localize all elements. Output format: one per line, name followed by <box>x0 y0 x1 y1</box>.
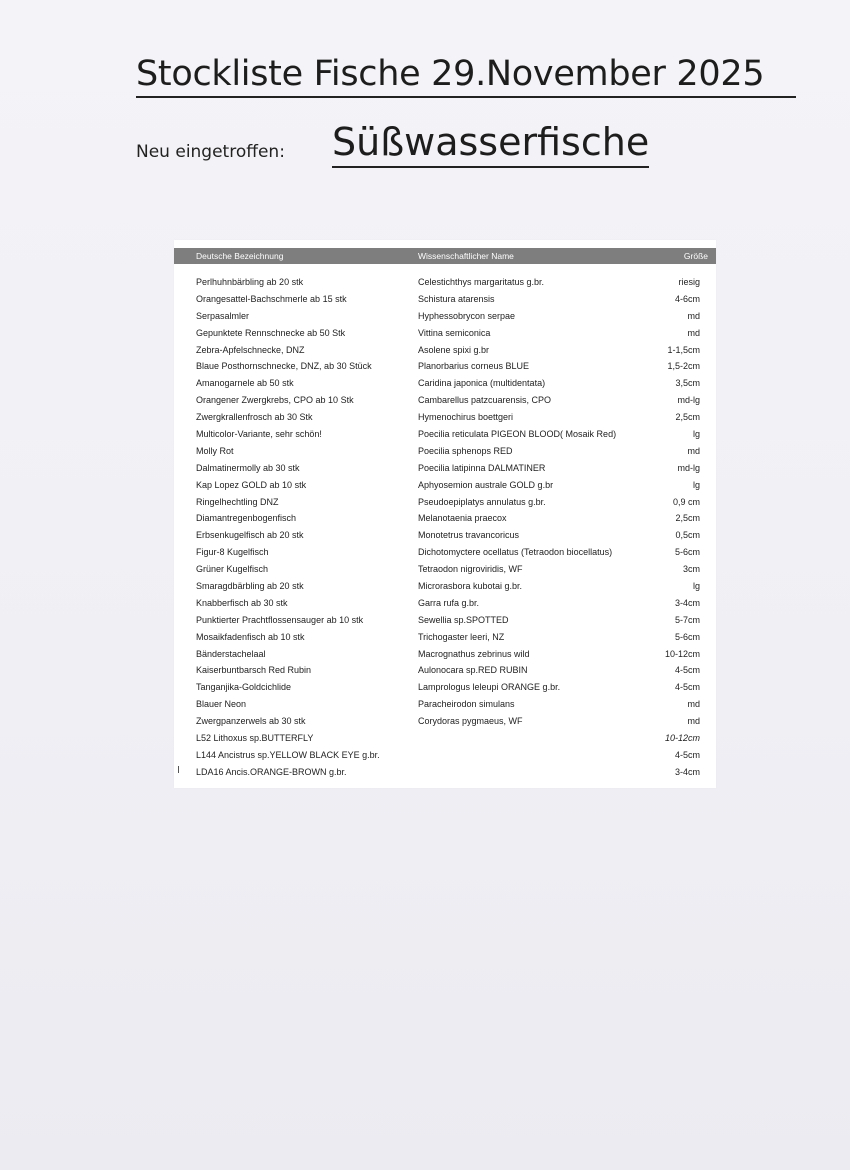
cell-size: 3-4cm <box>674 766 700 777</box>
cell-scientific-name: Microrasbora kubotai g.br. <box>418 581 523 592</box>
table-row <box>174 358 716 375</box>
cell-scientific-name: Macrognathus zebrinus wild <box>418 648 530 659</box>
cell-size: md <box>687 716 700 727</box>
cell-german-name: Kap Lopez GOLD ab 10 stk <box>196 479 307 490</box>
cell-scientific-name: Lamprologus leleupi ORANGE g.br. <box>418 682 561 693</box>
table-row <box>174 578 716 595</box>
table-row <box>174 612 716 629</box>
cell-german-name: Zwergpanzerwels ab 30 stk <box>196 716 306 727</box>
cell-german-name: Diamantregenbogenfisch <box>196 513 297 524</box>
table-row <box>174 494 716 511</box>
table-row <box>174 392 716 409</box>
cell-size: md <box>687 445 700 456</box>
cell-scientific-name: Trichogaster leeri, NZ <box>418 631 505 642</box>
table-row <box>174 308 716 325</box>
cell-german-name: Bänderstachelaal <box>196 648 266 659</box>
cell-size: 4-5cm <box>674 665 700 676</box>
table-body <box>174 274 716 781</box>
cell-size: md <box>687 310 700 321</box>
stock-table-sheet <box>174 240 716 788</box>
cell-german-name: Blauer Neon <box>196 699 247 710</box>
cell-german-name: LDA16 Ancis.ORANGE-BROWN g.br. <box>196 766 347 777</box>
cell-german-name: Figur-8 Kugelfisch <box>196 547 269 558</box>
cell-size: 2,5cm <box>675 412 700 423</box>
cell-german-name: Zwergkrallenfrosch ab 30 Stk <box>196 412 313 423</box>
cell-german-name: Ringelhechtling DNZ <box>196 496 279 507</box>
cell-german-name: Orangener Zwergkrebs, CPO ab 10 Stk <box>196 395 354 406</box>
cell-size: 5-7cm <box>674 614 700 625</box>
cell-german-name: Punktierter Prachtflossensauger ab 10 stk <box>196 614 364 625</box>
cell-scientific-name: Sewellia sp.SPOTTED <box>418 614 509 625</box>
cell-scientific-name: Monotetrus travancoricus <box>418 530 520 541</box>
cell-german-name: Mosaikfadenfisch ab 10 stk <box>196 631 305 642</box>
cell-size: lg <box>692 581 700 592</box>
cell-size: lg <box>692 479 700 490</box>
table-row <box>174 443 716 460</box>
cell-german-name: Erbsenkugelfisch ab 20 stk <box>196 530 304 541</box>
cell-size: 1-1,5cm <box>667 344 700 355</box>
table-row <box>174 595 716 612</box>
table-row <box>174 477 716 494</box>
cell-size: 5-6cm <box>674 547 700 558</box>
cell-scientific-name: Celestichthys margaritatus g.br. <box>418 277 545 287</box>
cell-german-name: Perlhuhnbärbling ab 20 stk <box>196 277 304 287</box>
table-row <box>174 375 716 392</box>
cell-scientific-name: Corydoras pygmaeus, WF <box>418 716 523 727</box>
cell-german-name: L52 Lithoxus sp.BUTTERFLY <box>196 733 314 744</box>
cell-german-name: Orangesattel-Bachschmerle ab 15 stk <box>196 293 347 304</box>
table-row <box>174 291 716 308</box>
cell-german-name: Zebra-Apfelschnecke, DNZ <box>196 344 305 355</box>
cell-german-name: Amanogarnele ab 50 stk <box>196 378 294 389</box>
cell-size: md <box>687 699 700 710</box>
cell-size: 10-12cm <box>664 733 700 744</box>
cell-german-name: Multicolor-Variante, sehr schön! <box>196 429 322 440</box>
cell-scientific-name: Garra rufa g.br. <box>418 597 480 608</box>
table-row <box>174 527 716 544</box>
cell-scientific-name: Aphyosemion australe GOLD g.br <box>418 479 554 490</box>
cell-size: md-lg <box>677 462 700 473</box>
table-row <box>174 426 716 443</box>
cell-size: 1,5-2cm <box>667 361 700 372</box>
cell-german-name: Serpasalmler <box>196 310 250 321</box>
table-row <box>174 325 716 342</box>
cell-german-name: Molly Rot <box>196 445 234 456</box>
cell-scientific-name: Planorbarius corneus BLUE <box>418 361 530 372</box>
cell-german-name: Smaragdbärbling ab 20 stk <box>196 581 304 592</box>
cell-scientific-name: Caridina japonica (multidentata) <box>418 378 546 389</box>
cell-size: 0,9 cm <box>672 496 700 507</box>
cell-scientific-name: Dichotomyctere ocellatus (Tetraodon biocellatus) <box>418 547 613 558</box>
cell-scientific-name: Cambarellus patzcuarensis, CPO <box>418 395 552 406</box>
table-row <box>174 747 716 764</box>
cell-scientific-name: Vittina semiconica <box>418 327 491 338</box>
table-row <box>174 764 716 781</box>
cell-size: lg <box>692 429 700 440</box>
cell-german-name: L144 Ancistrus sp.YELLOW BLACK EYE g.br. <box>196 749 380 760</box>
cell-size: 3cm <box>682 564 700 575</box>
cell-german-name: Dalmatinermolly ab 30 stk <box>196 462 300 473</box>
table-header <box>174 248 716 264</box>
cell-german-name: Gepunktete Rennschnecke ab 50 Stk <box>196 327 346 338</box>
subtitle-heading: Süßwasserfische <box>332 118 649 168</box>
table-row <box>174 679 716 696</box>
table-row <box>174 713 716 730</box>
cell-german-name: Knabberfisch ab 30 stk <box>196 597 288 608</box>
cell-german-name: Grüner Kugelfisch <box>196 564 269 575</box>
cell-scientific-name: Poecilia sphenops RED <box>418 445 513 456</box>
table-row <box>174 662 716 679</box>
cell-scientific-name: Hyphessobrycon serpae <box>418 310 516 321</box>
cell-scientific-name: Paracheirodon simulans <box>418 699 515 710</box>
margin-mark <box>178 766 179 773</box>
header-size: Größe <box>683 251 708 261</box>
table-row <box>174 510 716 527</box>
cell-german-name: Kaiserbuntbarsch Red Rubin <box>196 665 312 676</box>
table-row <box>174 409 716 426</box>
cell-german-name: Tanganjika-Goldcichlide <box>196 682 292 693</box>
cell-scientific-name: Poecilia reticulata PIGEON BLOOD( Mosaik Red) <box>418 429 617 440</box>
table-row <box>174 460 716 477</box>
header-scientific-name: Wissenschaftlicher Name <box>418 251 514 261</box>
cell-size: 3,5cm <box>675 378 700 389</box>
cell-size: 4-5cm <box>674 682 700 693</box>
table-row <box>174 730 716 747</box>
table-row <box>174 274 716 291</box>
cell-size: md <box>687 327 700 338</box>
table-row <box>174 544 716 561</box>
cell-size: riesig <box>678 277 700 287</box>
table-row <box>174 696 716 713</box>
table-row <box>174 629 716 646</box>
cell-size: 3-4cm <box>674 597 700 608</box>
cell-scientific-name: Schistura atarensis <box>418 293 495 304</box>
table-row <box>174 342 716 359</box>
cell-scientific-name: Aulonocara sp.RED RUBIN <box>418 665 528 676</box>
subtitle-label: Neu eingetroffen: <box>136 142 285 162</box>
table-row <box>174 561 716 578</box>
cell-size: 2,5cm <box>675 513 700 524</box>
cell-german-name: Blaue Posthornschnecke, DNZ, ab 30 Stück <box>196 361 372 372</box>
cell-size: 4-5cm <box>674 749 700 760</box>
table-row <box>174 646 716 663</box>
cell-size: 4-6cm <box>674 293 700 304</box>
page-title: Stockliste Fische 29.November 2025 <box>136 52 796 98</box>
cell-size: 5-6cm <box>674 631 700 642</box>
cell-scientific-name: Asolene spixi g.br <box>418 344 490 355</box>
cell-scientific-name: Poecilia latipinna DALMATINER <box>418 462 546 473</box>
cell-scientific-name: Melanotaenia praecox <box>418 513 507 524</box>
cell-size: md-lg <box>677 395 700 406</box>
cell-size: 10-12cm <box>664 648 700 659</box>
cell-scientific-name: Hymenochirus boettgeri <box>418 412 514 423</box>
cell-scientific-name: Tetraodon nigroviridis, WF <box>418 564 523 575</box>
header-german-name: Deutsche Bezeichnung <box>196 251 284 261</box>
cell-scientific-name: Pseudoepiplatys annulatus g.br. <box>418 496 546 507</box>
cell-size: 0,5cm <box>675 530 700 541</box>
